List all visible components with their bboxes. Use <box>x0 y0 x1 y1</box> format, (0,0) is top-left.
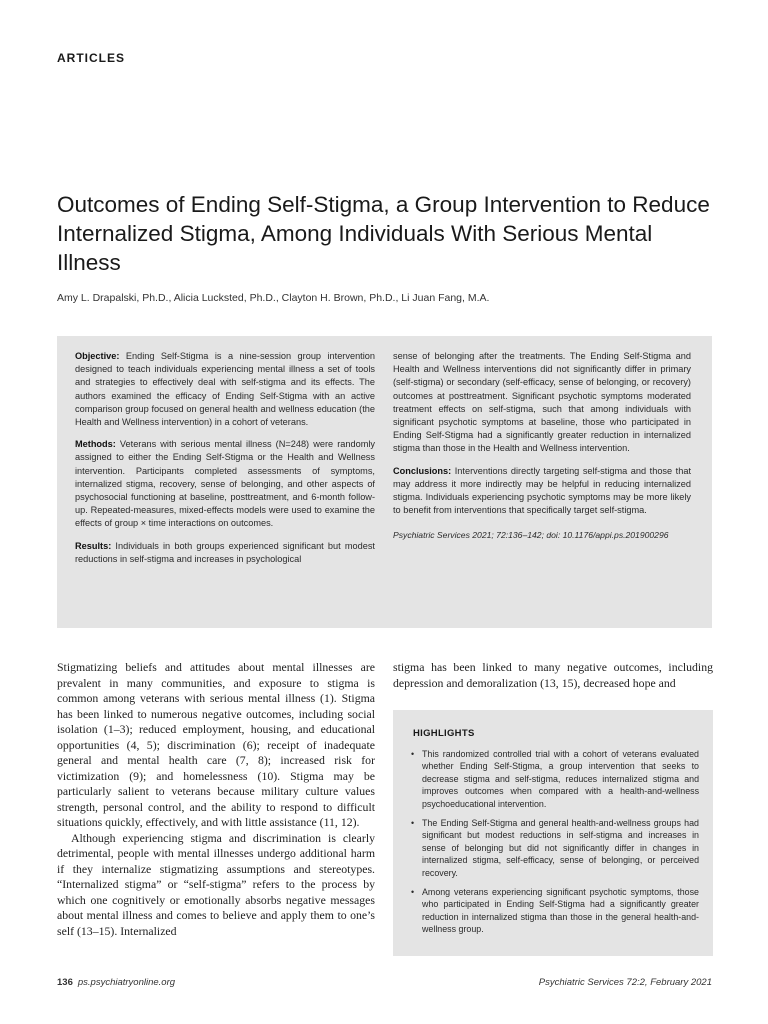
objective-label: Objective: <box>75 351 120 361</box>
highlights-list <box>409 748 699 943</box>
abstract-right-column <box>393 350 691 552</box>
footer-left <box>57 977 175 988</box>
bullet-icon: • <box>411 818 415 829</box>
body-left-column <box>57 660 375 939</box>
abstract-box <box>57 336 712 628</box>
footer-journal: Psychiatric Services 72:2, February 2021 <box>538 977 712 988</box>
highlight-text: Among veterans experiencing significant psychotic symptoms, those who participated in Ending Self-Stigma had a significantly greater reduction in internalized stigma than those in the general health-and-wellness group. <box>422 887 699 935</box>
highlight-item <box>409 886 699 936</box>
citation: Psychiatric Services 2021; 72:136–142; doi: 10.1176/appi.ps.201900296 <box>393 530 669 541</box>
abstract-left-column <box>75 350 375 575</box>
abstract-objective <box>75 350 375 429</box>
author-list: Amy L. Drapalski, Ph.D., Alicia Lucksted, Ph.D., Clayton H. Brown, Ph.D., Li Juan Fang, M.A. <box>57 292 490 304</box>
highlight-item <box>409 748 699 810</box>
section-label: ARTICLES <box>57 51 125 65</box>
highlights-box <box>393 710 713 956</box>
conclusions-text: Interventions directly targeting self-stigma and those that may address it more indirectly may be helpful in reducing internalized stigma. Individuals experiencing psychotic symptoms may be more likely to benefit from interventions that specifically target self-stigma. <box>393 465 691 516</box>
page-number: 136 <box>57 977 73 988</box>
highlight-text: This randomized controlled trial with a cohort of veterans evaluated whether Ending Self-Stigma, a group intervention that seeks to decrease stigma and self-stigma, reduces internalized stigma and improves outcomes when compared with a health-and-wellness psychoeducational intervention. <box>422 749 699 809</box>
results-continued: sense of belonging after the treatments. The Ending Self-Stigma and Health and Wellness interventions did not significantly differ in primary (self-stigma) or secondary (self-efficacy, sense of belonging, or recovery) outcomes at posttreatment. Significant psychotic symptoms moderated treatment effects on self-stigma, such that among individuals with significant psychotic symptoms at baseline, those who participated in Ending Self-Stigma had a significantly greater reduction in internalized stigma than those in the Health and Wellness intervention. <box>393 351 691 454</box>
highlight-item <box>409 817 699 879</box>
results-text: Individuals in both groups experienced significant but modest reductions in self-stigma and increases in psychological <box>75 540 375 564</box>
highlights-heading: HIGHLIGHTS <box>413 728 475 739</box>
body-paragraph: Although experiencing stigma and discrimination is clearly detrimental, people with mental illnesses undergo additional harm if they internalize stigmatizing assumptions and stereotypes. “Internalized stigma” or “self-stigma” refers to the process by which one cognitively or emotionally absorbs negative messages about mental illness and comes to believe and apply them to one’s self (13–15). Internalized <box>57 830 375 938</box>
body-paragraph: Stigmatizing beliefs and attitudes about mental illnesses are prevalent in many communities, and exposure to stigma is common among veterans with serious mental illness (1). Stigma has been linked to numerous negative outcomes, including social isolation (1–3); reduced employment, housing, and educational opportunities (4, 5); discrimination (6); receipt of inadequate general and mental health care (7, 8); increased risk for victimization (9); and homelessness (10). Stigma may be particularly salient to veterans because military culture values strength, personal control, and the ability to respond to difficult situations quickly, effectively, and with little assistance (11, 12). <box>57 660 375 829</box>
abstract-conclusions <box>393 465 691 518</box>
bullet-icon: • <box>411 749 415 759</box>
highlight-text: The Ending Self-Stigma and general health-and-wellness groups had significant but modest reductions in self-stigma and increases in sense of belonging but did not significantly differ in changes in internalized stigma, self-efficacy, sense of belonging, or perceived recovery. <box>422 818 699 878</box>
article-title: Outcomes of Ending Self-Stigma, a Group Intervention to Reduce Internalized Stigma, Among Individuals With Serious Mental Illness <box>57 192 710 275</box>
bullet-icon: • <box>411 887 415 898</box>
abstract-methods <box>75 438 375 530</box>
conclusions-label: Conclusions: <box>393 465 452 476</box>
body-paragraph: stigma has been linked to many negative outcomes, including depression and demoralization (13, 15), decreased hope and <box>393 660 713 690</box>
abstract-results <box>75 540 375 566</box>
objective-text: Ending Self-Stigma is a nine-session group intervention designed to teach individuals experiencing mental illness a set of tools and strategies to effectively deal with self-stigma and its effects. The authors examined the efficacy of Ending Self-Stigma with an active comparison group focused on general health and wellness education (the Health and Wellness intervention) in a cohort of veterans. <box>75 351 375 428</box>
methods-text: Veterans with serious mental illness (N=248) were randomly assigned to either the Ending Self-Stigma or the Health and Wellness intervention. Participants completed assessments of symptoms, internalized stigma, recovery, sense of belonging, and other aspects of psychosocial functioning at baseline, posttreatment, and 6-month follow-up. Repeated-measures, mixed-effects models were used to examine the effects of group × time interactions on outcomes. <box>75 439 375 529</box>
results-label: Results: <box>75 540 112 551</box>
footer-url[interactable]: ps.psychiatryonline.org <box>77 977 176 988</box>
methods-label: Methods: <box>75 439 116 450</box>
body-right-column <box>393 660 713 691</box>
